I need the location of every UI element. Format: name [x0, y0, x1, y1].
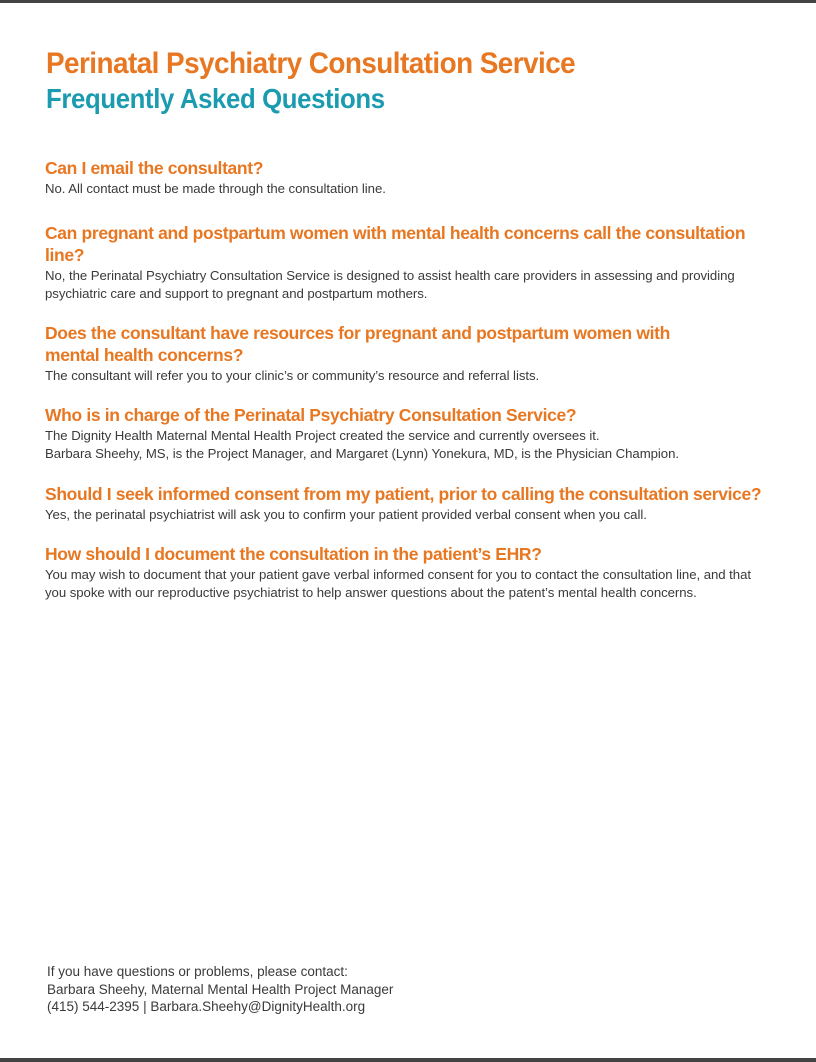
- faq-answer-line: No, the Perinatal Psychiatry Consultation Service is designed to assist health care providers in assessing and providing psychiatric care and support to pregnant and postpartum mothers.: [45, 268, 735, 301]
- footer-intro: If you have questions or problems, please contact:: [47, 964, 348, 979]
- faq-answer: [45, 506, 775, 524]
- faq-answer: [45, 180, 775, 198]
- footer-contact-name: Barbara Sheehy, Maternal Mental Health Project Manager: [47, 981, 394, 997]
- faq-answer-line: You may wish to document that your patient gave verbal informed consent for you to contact the consultation line, and that you spoke with our reproductive psychiatrist to help answer questions about the patent’s mental health concerns.: [45, 567, 751, 600]
- faq-answer-line: The consultant will refer you to your clinic’s or community’s resource and referral lists.: [45, 368, 540, 383]
- faq-item: [45, 404, 775, 463]
- page-subtitle: Frequently Asked Questions: [46, 83, 385, 114]
- faq-answer: [45, 427, 775, 463]
- faq-question: Can pregnant and postpartum women with mental health concerns call the consultation line?: [45, 223, 746, 265]
- faq-answer: [45, 367, 775, 385]
- faq-answer-line: The Dignity Health Maternal Mental Health Project created the service and currently oversees it.: [45, 428, 600, 443]
- faq-answer: [45, 267, 775, 303]
- footer-contact-details: (415) 544-2395 | Barbara.Sheehy@DignityHealth.org: [47, 999, 366, 1014]
- page-header: [46, 46, 615, 116]
- faq-question: Can I email the consultant?: [45, 158, 264, 178]
- top-border: [0, 0, 816, 3]
- faq-question: Does the consultant have resources for pregnant and postpartum women with mental health concerns?: [45, 323, 670, 365]
- faq-answer-line: Barbara Sheehy, MS, is the Project Manager, and Margaret (Lynn) Yonekura, MD, is the Physician Champion.: [45, 446, 679, 461]
- contact-footer: [47, 963, 393, 1016]
- faq-item: [45, 322, 775, 385]
- faq-answer-line: No. All contact must be made through the consultation line.: [45, 181, 386, 196]
- faq-question: Who is in charge of the Perinatal Psychiatry Consultation Service?: [45, 405, 577, 425]
- faq-answer: [45, 566, 775, 602]
- bottom-border: [0, 1058, 816, 1062]
- faq-item: [45, 157, 775, 198]
- faq-list: [45, 157, 775, 602]
- faq-question: How should I document the consultation in the patient’s EHR?: [45, 544, 542, 564]
- faq-item: [45, 222, 775, 303]
- faq-question: Should I seek informed consent from my patient, prior to calling the consultation service?: [45, 484, 762, 504]
- page-title: Perinatal Psychiatry Consultation Service: [46, 47, 576, 80]
- faq-item: [45, 543, 775, 602]
- faq-item: [45, 483, 775, 524]
- faq-answer-line: Yes, the perinatal psychiatrist will ask you to confirm your patient provided verbal consent when you call.: [45, 507, 647, 522]
